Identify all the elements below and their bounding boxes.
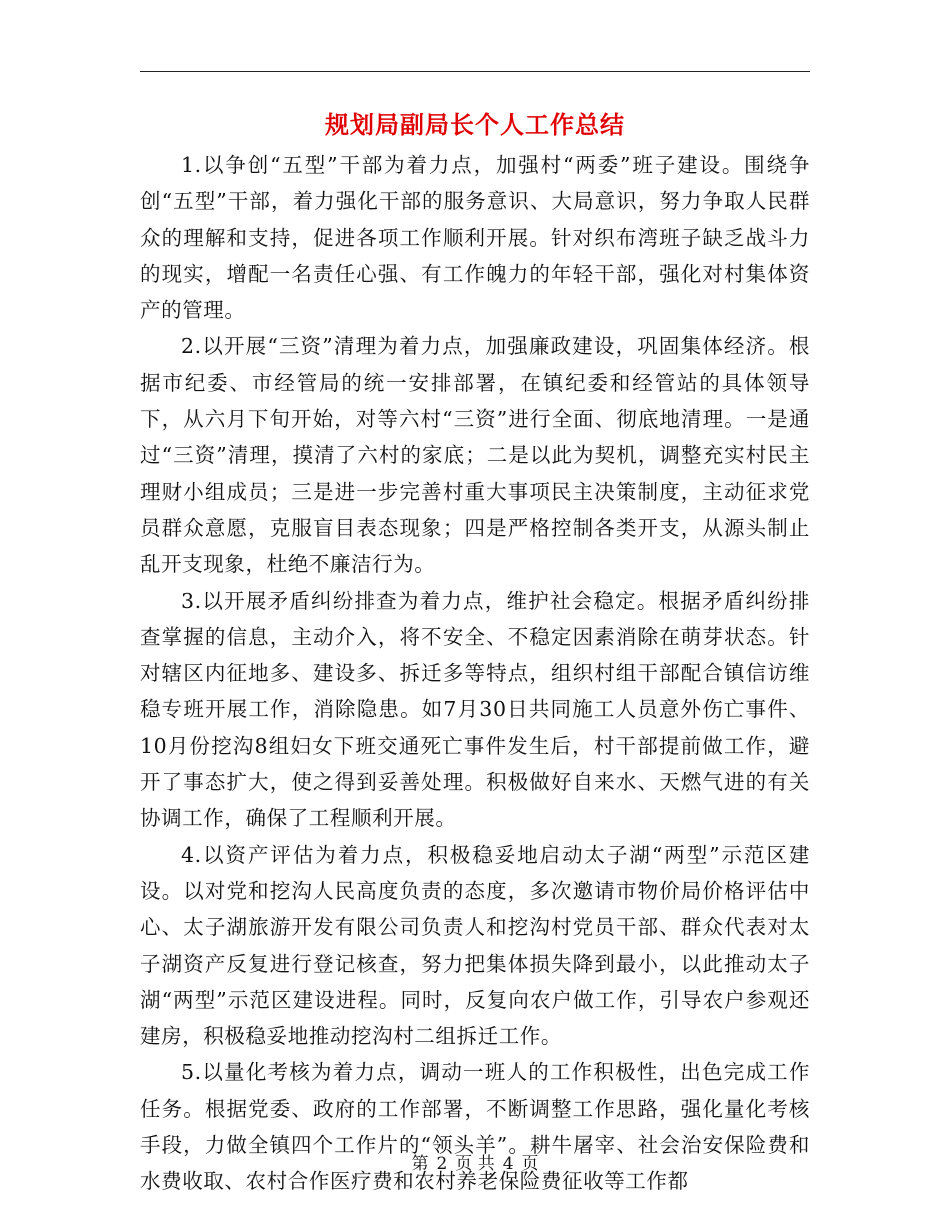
header-rule [140, 71, 810, 72]
paragraph-3: 3.以开展矛盾纠纷排查为着力点，维护社会稳定。根据矛盾纠纷排查掌握的信息，主动介入，将不安全、不稳定因素消除在萌芽状态。针对辖区内征地多、建设多、拆迁多等特点，组织村组干部配合镇信访维稳专班开展工作，消除隐患。如7月30日共同施工人员意外伤亡事件、10月份挖沟8组妇女下班交通死亡事件发生后，村干部提前做工作，避开了事态扩大，使之得到妥善处理。积极做好自来水、天燃气进的有关协调工作，确保了工程顺利开展。 [140, 588, 810, 831]
paragraph-4: 4.以资产评估为着力点，积极稳妥地启动太子湖“两型”示范区建设。以对党和挖沟人民高度负责的态度，多次邀请市物价局价格评估中心、太子湖旅游开发有限公司负责人和挖沟村党员干部、群众代表对太子湖资产反复进行登记核查，努力把集体损失降到最小，以此推动太子湖“两型”示范区建设进程。同时，反复向农户做工作，引导农户参观还建房，积极稳妥地推动挖沟村二组拆迁工作。 [140, 842, 810, 1049]
footer-middle: 页 共 [455, 1154, 495, 1174]
paragraph-2: 2.以开展“三资”清理为着力点，加强廉政建设，巩固集体经济。根据市纪委、市经管局的统一安排部署，在镇纪委和经管站的具体领导下，从六月下旬开始，对等六村“三资”进行全面、彻底地清理。一是通过“三资”清理，摸清了六村的家底；二是以此为契机，调整充实村民主理财小组成员；三是进一步完善村重大事项民主决策制度，主动征求党员群众意愿，克服盲目表态现象；四是严格控制各类开支，从源头制止乱开支现象，杜绝不廉洁行为。 [140, 334, 810, 577]
document-body [140, 147, 810, 1200]
footer-total-pages: 4 [502, 1154, 514, 1174]
document-title: 规划局副局长个人工作总结 [325, 110, 625, 139]
page-footer [0, 1152, 950, 1176]
footer-page-number: 2 [436, 1154, 448, 1174]
paragraph-5: 5.以量化考核为着力点，调动一班人的工作积极性，出色完成工作任务。根据党委、政府的工作部署，不断调整工作思路，强化量化考核手段，力做全镇四个工作片的“领头羊”。耕牛屠宰、社会治安保险费和水费收取、农村合作医疗费和农村养老保险费征收等工作都 [140, 1060, 810, 1194]
footer-prefix: 第 [411, 1154, 429, 1174]
paragraph-1: 1.以争创“五型”干部为着力点，加强村“两委”班子建设。围绕争创“五型”干部，着力强化干部的服务意识、大局意识，努力争取人民群众的理解和支持，促进各项工作顺利开展。针对织布湾班子缺乏战斗力的现实，增配一名责任心强、有工作魄力的年轻干部，强化对村集体资产的管理。 [140, 153, 810, 323]
footer-suffix: 页 [521, 1154, 539, 1174]
